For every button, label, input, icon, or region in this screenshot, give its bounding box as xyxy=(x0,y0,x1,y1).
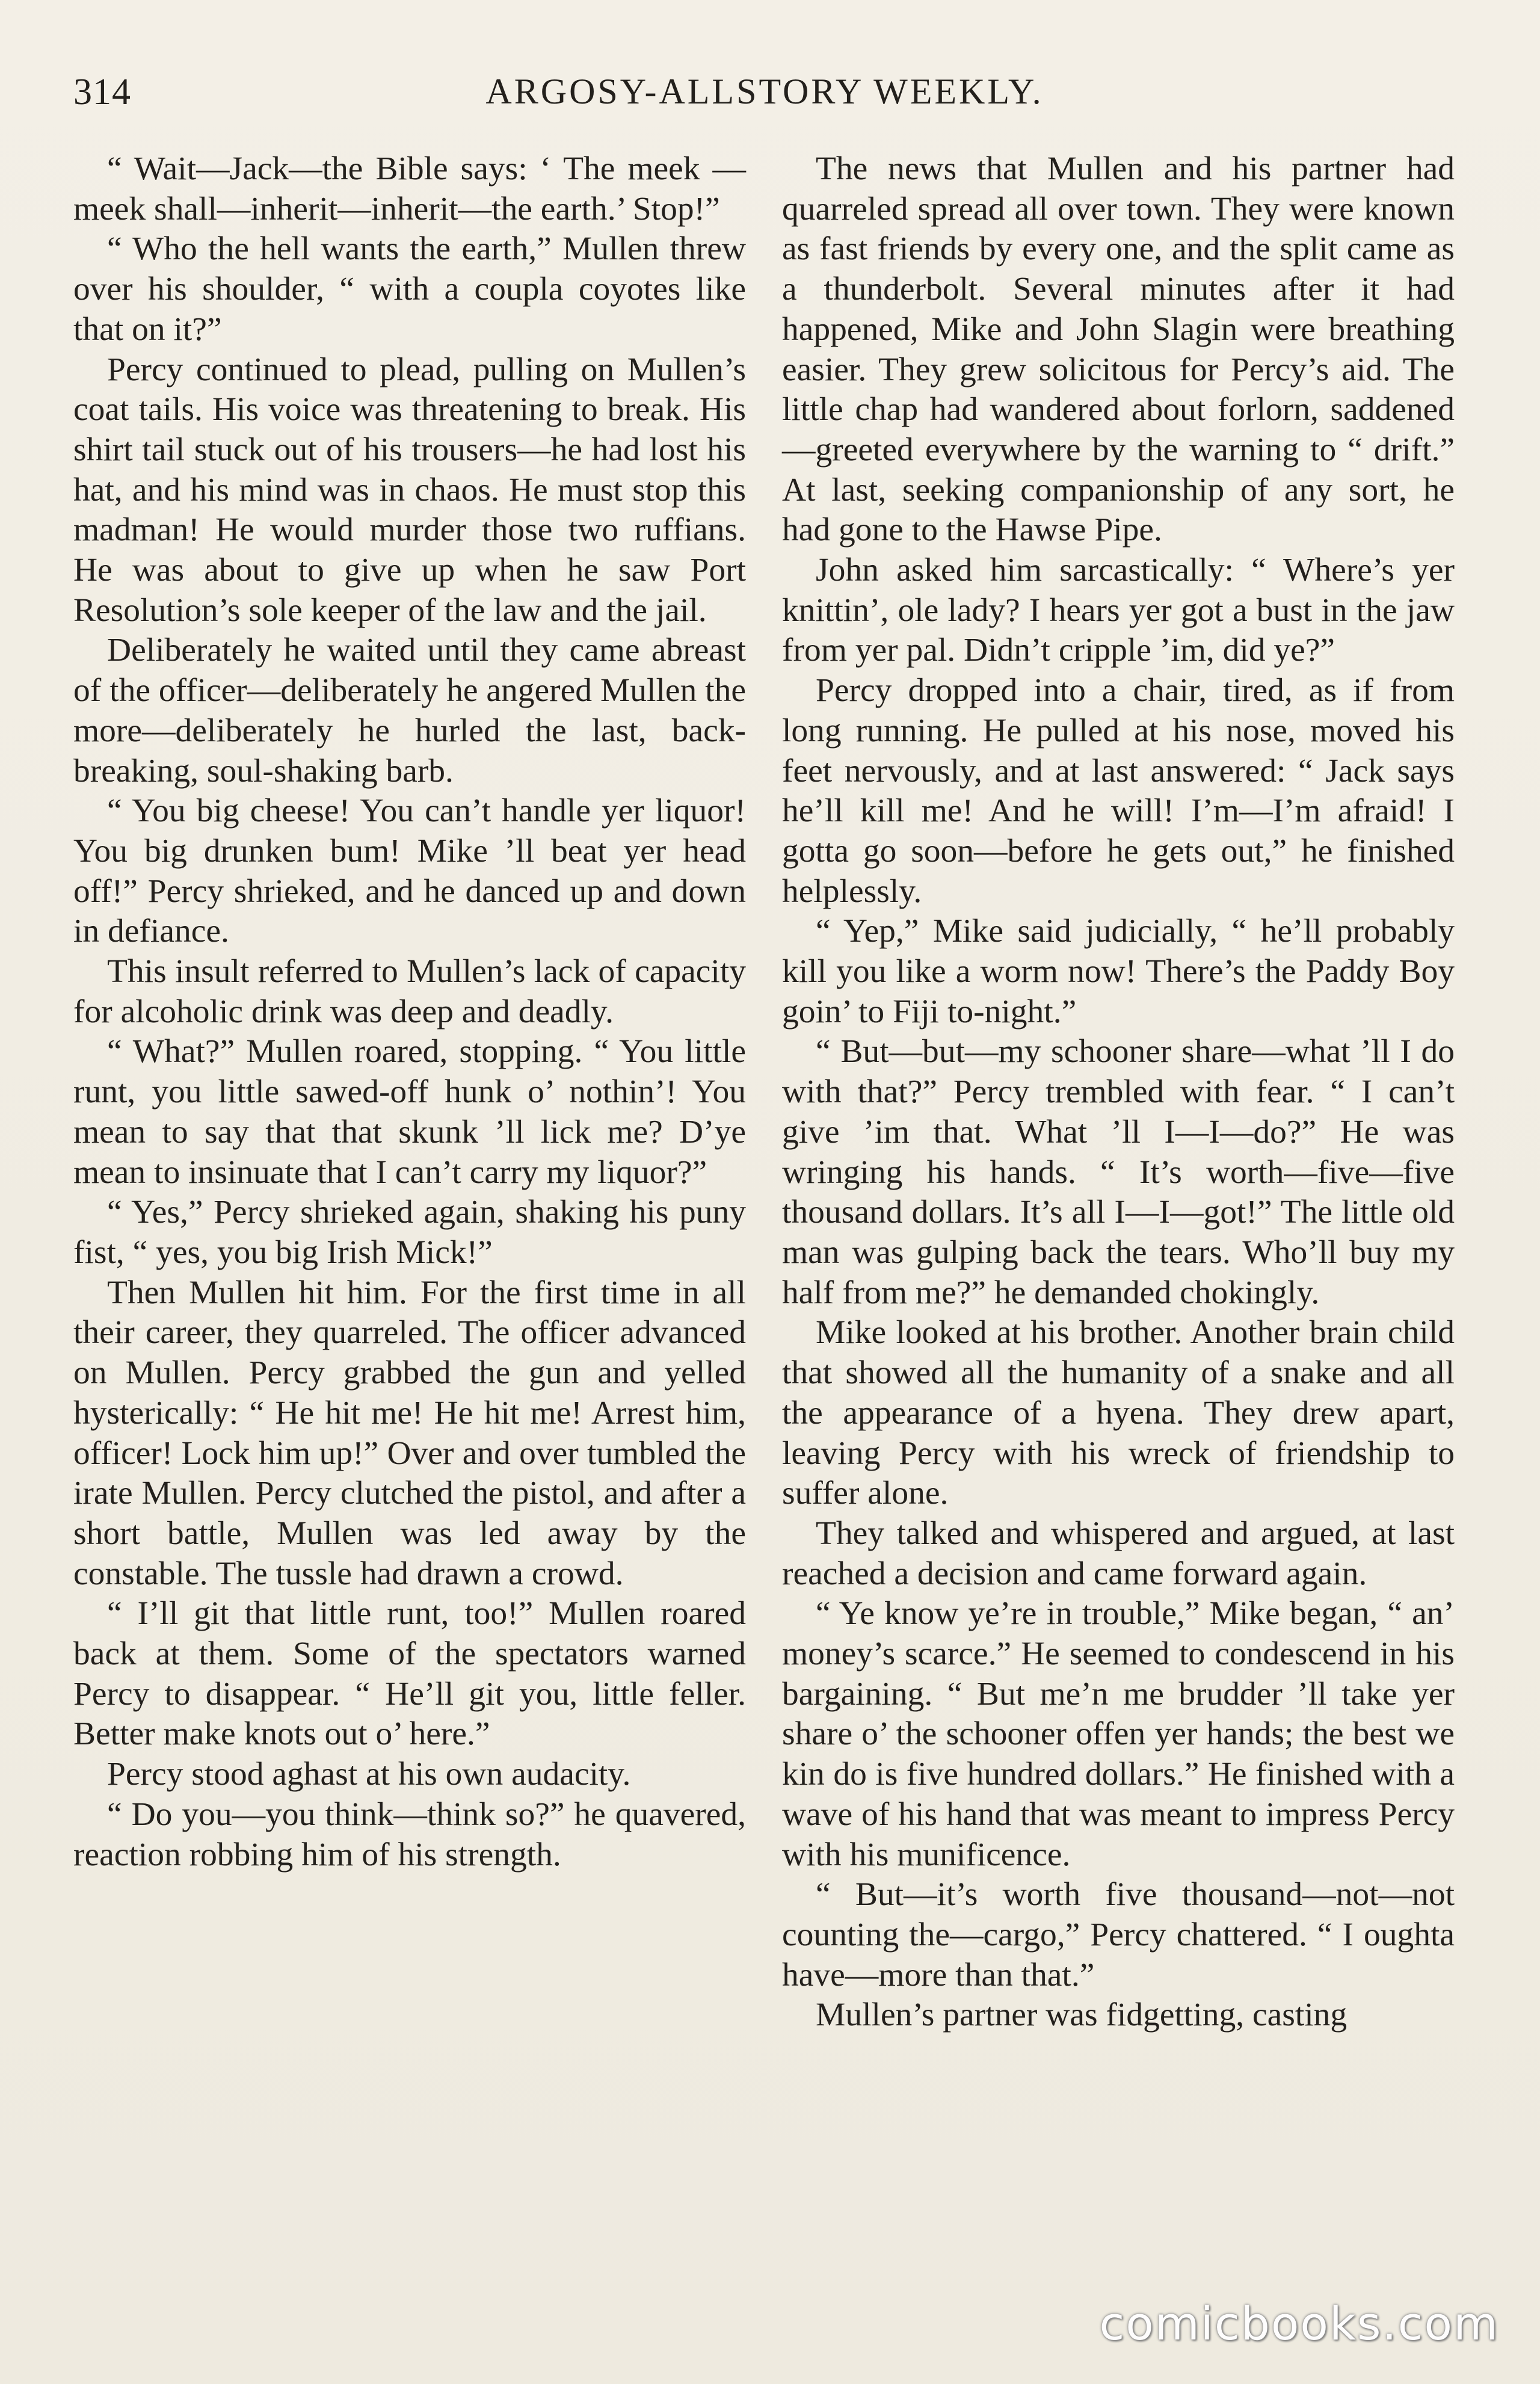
paragraph: The news that Mullen and his partner had quarreled spread all over town. They were known as fast friends by every one, and the split came as a thunderbolt. Several minutes after it had happened, Mike and John Slagin were breathing easier. They grew solicitous for Percy’s aid. The little chap had wandered about forlorn, saddened—greeted everywhere by the warning to “ drift.” At last, seeking companionship of any sort, he had gone to the Hawse Pipe. xyxy=(782,150,1455,549)
running-head: ARGOSY-ALLSTORY WEEKLY. xyxy=(485,72,1044,111)
paragraph: “ Wait—Jack—the Bible says: ‘ The meek — meek shall—inherit—inherit—the earth.’ Stop!” xyxy=(73,150,746,227)
right-column xyxy=(782,149,1455,2036)
paragraph: Then Mullen hit him. For the first time in all their career, they quarreled. The officer advanced on Mullen. Percy grabbed the gun and yelled hysterically: “ He hit me! He hit me! Arrest him, officer! Lock him up!” Over and over tumbled the irate Mullen. Percy clutched the pistol, and after a short battle, Mullen was led away by the constable. The tussle had drawn a crowd. xyxy=(73,1274,746,1592)
paragraph: “ But—it’s worth five thousand—not—not counting the—cargo,” Percy chattered. “ I oughta have—more than that.” xyxy=(782,1876,1455,1993)
paragraph: “ Do you—you think—think so?” he quavered, reaction robbing him of his strength. xyxy=(73,1796,746,1873)
paragraph: “ I’ll git that little runt, too!” Mullen roared back at them. Some of the spectators warned Percy to disappear. “ He’ll git you, little feller. Better make knots out o’ here.” xyxy=(73,1595,746,1753)
paragraph: “ Yep,” Mike said judicially, “ he’ll probably kill you like a worm now! There’s the Paddy Boy goin’ to Fiji to-night.” xyxy=(782,913,1455,1030)
paragraph: Percy stood aghast at his own audacity. xyxy=(107,1756,631,1793)
paragraph: “ What?” Mullen roared, stopping. “ You little runt, you little sawed-off hunk o’ nothin’! You mean to say that that skunk ’ll lick me? D’ye mean to insinuate that I can’t carry my liquor?” xyxy=(73,1033,746,1191)
paragraph: Percy continued to plead, pulling on Mullen’s coat tails. His voice was threatening to break. His shirt tail stuck out of his trousers—he had lost his hat, and his mind was in chaos. He must stop this madman! He would murder those two ruffians. He was about to give up when he saw Port Resolution’s sole keeper of the law and the jail. xyxy=(73,351,746,629)
paragraph: John asked him sarcastically: “ Where’s yer knittin’, ole lady? I hears yer got a bust in the jaw from yer pal. Didn’t cripple ’im, did ye?” xyxy=(782,552,1455,669)
paragraph: Mike looked at his brother. Another brain child that showed all the humanity of a snake and all the appearance of a hyena. They drew apart, leaving Percy with his wreck of friendship to suffer alone. xyxy=(782,1314,1455,1512)
paragraph: “ Ye know ye’re in trouble,” Mike began, “ an’ money’s scarce.” He seemed to condescend in his bargaining. “ But me’n me brudder ’ll take yer share o’ the schooner offen yer hands; the best we kin do is five hundred dollars.” He finished with a wave of his hand that was meant to impress Percy with his munificence. xyxy=(782,1595,1455,1873)
page-header xyxy=(73,71,1456,125)
watermark: comicbooks.com xyxy=(1099,2297,1499,2350)
paragraph: “ Yes,” Percy shrieked again, shaking his puny fist, “ yes, you big Irish Mick!” xyxy=(73,1194,746,1271)
paragraph: “ But—but—my schooner share—what ’ll I do with that?” Percy trembled with fear. “ I can’t give ’im that. What ’ll I—I—do?” He was wringing his hands. “ It’s worth—five—five thousand dollars. It’s all I—I—got!” The little old man was gulping back the tears. Who’ll buy my half from me?” he demanded chokingly. xyxy=(782,1033,1455,1311)
left-column xyxy=(73,149,746,1875)
page-number: 314 xyxy=(73,72,131,113)
paragraph: Deliberately he waited until they came abreast of the officer—deliberately he angered Mullen the more—deliberately he hurled the last, back-breaking, soul-shaking barb. xyxy=(73,632,746,789)
paragraph: Percy dropped into a chair, tired, as if from long running. He pulled at his nose, moved his feet nervously, and at last answered: “ Jack says he’ll kill me! And he will! I’m—I’m afraid! I gotta go soon—before he gets out,” he finished helplessly. xyxy=(782,672,1455,910)
paragraph: They talked and whispered and argued, at last reached a decision and came forward again. xyxy=(782,1515,1455,1592)
paragraph: This insult referred to Mullen’s lack of capacity for alcoholic drink was deep and deadly. xyxy=(73,953,746,1030)
paragraph: “ Who the hell wants the earth,” Mullen threw over his shoulder, “ with a coupla coyotes like that on it?” xyxy=(73,230,746,348)
paragraph: Mullen’s partner was fidgetting, casting xyxy=(816,1996,1348,2034)
paragraph: “ You big cheese! You can’t handle yer liquor! You big drunken bum! Mike ’ll beat yer head off!” Percy shrieked, and he danced up and down in defiance. xyxy=(73,792,746,950)
